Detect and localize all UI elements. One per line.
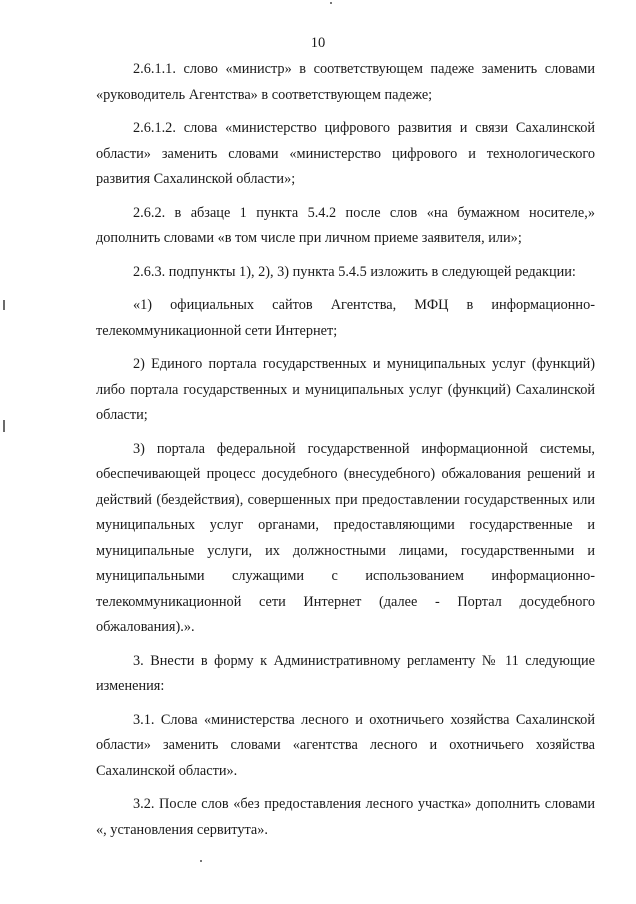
list-item-1: «1) официальных сайтов Агентства, МФЦ в информационно-телекоммуникационной сети Интернет; [96,297,595,339]
scan-artifact [3,420,5,432]
paragraph-3: 3. Внести в форму к Административному регламенту № 11 следующие изменения: [96,652,595,694]
document-body [96,57,595,851]
paragraph-2-6-3: 2.6.3. подпункты 1), 2), 3) пункта 5.4.5 изложить в следующей редакции: [133,263,576,280]
list-item-2: 2) Единого портала государственных и муниципальных услуг (функций) либо портала государственных и муниципальных услуг (функций) Сахалинской области; [96,356,595,423]
scan-artifact [330,2,332,4]
paragraph-3-1: 3.1. Слова «министерства лесного и охотничьего хозяйства Сахалинской области» заменить словами «агентства лесного и охотничьего хозяйства Сахалинской области». [96,711,595,779]
paragraph-2-6-2: 2.6.2. в абзаце 1 пункта 5.4.2 после слов «на бумажном носителе,» дополнить словами «в том числе при личном приеме заявителя, или»; [96,204,595,246]
list-item-3: 3) портала федеральной государственной информационной системы, обеспечивающей процесс досудебного (внесудебного) обжалования решений и действий (бездействия), совершенных при предоставлении государственных или муниципальных услуг органами, предоставляющими государственные и муниципальные услуги, их должностными лицами, государственными и муниципальными служащими с использованием информационно-телекоммуникационной сети Интернет (далее - Портал досудебного обжалования).». [96,440,595,635]
page-number: 10 [310,35,326,51]
paragraph-3-2: 3.2. После слов «без предоставления лесного участка» дополнить словами «, установления сервитута». [96,796,595,838]
paragraph-2-6-1-1: 2.6.1.1. слово «министр» в соответствующем падеже заменить словами «руководитель Агентства» в соответствующем падеже; [96,61,595,103]
paragraph-2-6-1-2: 2.6.1.2. слова «министерство цифрового развития и связи Сахалинской области» заменить словами «министерство цифрового и технологического развития Сахалинской области»; [96,120,595,187]
scan-artifact [200,860,202,862]
scan-artifact [3,300,5,310]
